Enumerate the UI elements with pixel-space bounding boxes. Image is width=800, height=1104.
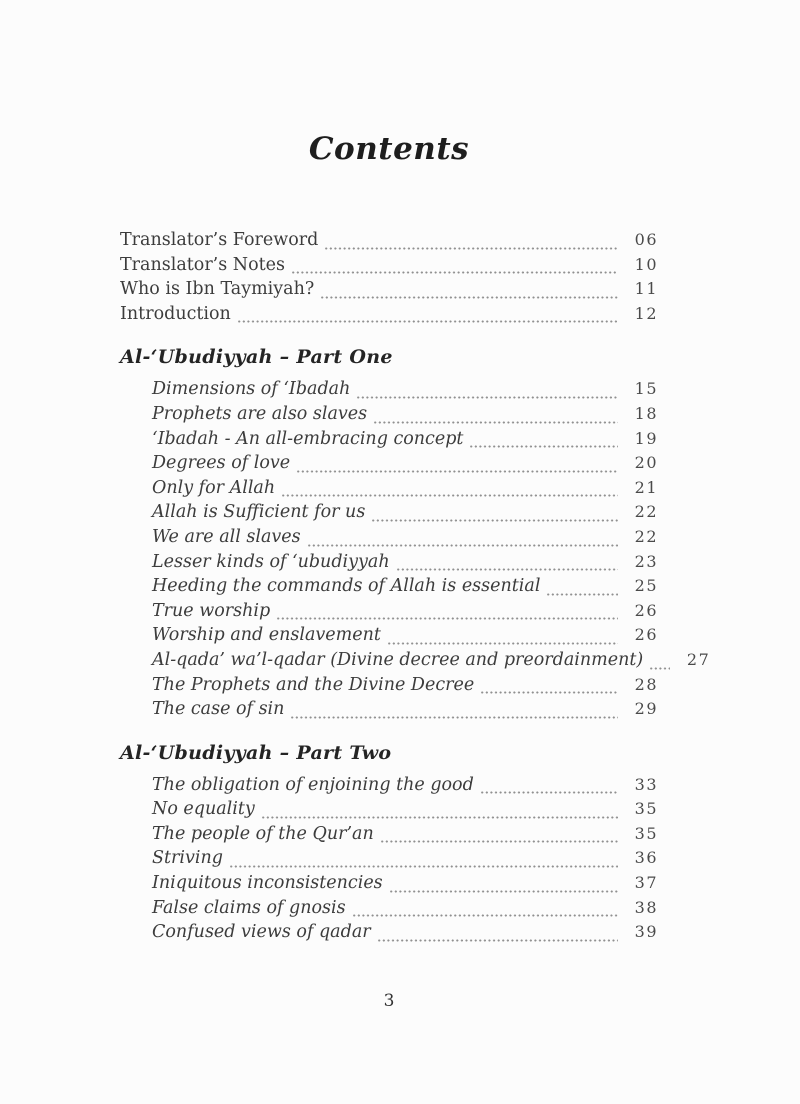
toc-entry-page: 26: [634, 625, 658, 645]
toc-entry-label: Heeding the commands of Allah is essential: [152, 576, 541, 597]
toc-entry-page: 15: [634, 379, 658, 399]
dotted-leader: [388, 642, 618, 645]
toc-entry-label: Confused views of qadar: [152, 922, 371, 943]
toc-entry-label: Dimensions of ‘Ibadah: [152, 379, 351, 400]
dotted-leader: [308, 544, 618, 547]
toc-entry: [120, 552, 658, 577]
toc-entry-label: True worship: [152, 600, 271, 621]
toc-entry-page: 22: [634, 526, 658, 546]
section-heading-part-one: Al-‘Ubudiyyah – Part One: [120, 346, 393, 369]
toc-entry-page: 38: [634, 897, 658, 917]
toc-entry-label: The people of the Qur’an: [152, 823, 374, 844]
toc-entry: [120, 379, 658, 404]
dotted-leader: [374, 421, 618, 424]
dotted-leader: [292, 271, 618, 274]
dotted-leader: [262, 816, 618, 819]
toc-entry: [120, 502, 658, 527]
toc-list: [120, 230, 711, 947]
toc-entry: [120, 675, 658, 700]
dotted-leader: [282, 494, 618, 497]
toc-entry: [120, 304, 658, 329]
toc-entry: [120, 699, 658, 724]
toc-entry-page: 35: [634, 799, 658, 819]
toc-entry-page: 12: [634, 303, 658, 323]
toc-entry-page: 18: [634, 403, 658, 423]
toc-entry-label: Degrees of love: [152, 453, 291, 474]
toc-entry-label: The Prophets and the Divine Decree: [152, 674, 475, 695]
dotted-leader: [547, 593, 618, 596]
dotted-leader: [353, 914, 618, 917]
toc-entry: [120, 576, 658, 601]
toc-entry-page: 33: [634, 774, 658, 794]
toc-entry: [120, 279, 658, 304]
toc-entry-page: 20: [634, 453, 658, 473]
toc-entry-page: 11: [634, 279, 658, 299]
toc-entry-label: False claims of gnosis: [152, 897, 346, 918]
dotted-leader: [372, 519, 618, 522]
toc-entry-page: 21: [634, 477, 658, 497]
dotted-leader: [230, 865, 618, 868]
toc-entry-page: 22: [634, 502, 658, 522]
toc-entry-label: Prophets are also slaves: [152, 403, 368, 424]
page-title: Contents: [308, 131, 470, 167]
toc-entry: [120, 649, 711, 675]
toc-entry-label: Lesser kinds of ‘ubudiyyah: [152, 551, 390, 572]
toc-entry: [120, 230, 658, 255]
toc-entry: [120, 527, 658, 552]
toc-entry-page: 19: [634, 428, 658, 448]
toc-entry-page: 06: [634, 230, 658, 249]
toc-entry-label: Translator’s Foreword: [120, 230, 319, 250]
toc-entry-page: 10: [634, 254, 658, 274]
dotted-leader: [650, 667, 670, 670]
toc-entry-label: Introduction: [120, 303, 231, 324]
toc-entry-label: The obligation of enjoining the good: [152, 774, 474, 795]
dotted-leader: [291, 716, 618, 719]
content-column: [120, 0, 711, 1011]
toc-entry-page: 23: [634, 551, 658, 571]
toc-entry-page: 37: [634, 873, 658, 893]
toc-entry-page: 36: [634, 848, 658, 868]
toc-entry-label: Only for Allah: [152, 477, 276, 498]
toc-entry: [120, 404, 658, 429]
toc-entry-label: Iniquitous inconsistencies: [152, 873, 383, 894]
toc-entry-page: 29: [634, 699, 658, 719]
dotted-leader: [277, 617, 618, 620]
dotted-leader: [470, 445, 618, 448]
toc-entry: [120, 255, 658, 280]
toc-entry-page: 25: [634, 576, 658, 596]
toc-entry-label: Striving: [152, 848, 223, 869]
toc-entry: [120, 429, 658, 454]
toc-entry-page: 28: [634, 674, 658, 694]
toc-entry: [120, 898, 658, 923]
toc-entry-label: Al-qada’ wa’l-qadar (Divine decree and preordainment): [152, 649, 644, 670]
dotted-leader: [357, 396, 618, 399]
toc-entry-label: We are all slaves: [152, 526, 301, 547]
dotted-leader: [321, 296, 618, 299]
dotted-leader: [390, 890, 618, 893]
dotted-leader: [481, 791, 618, 794]
dotted-leader: [297, 470, 618, 473]
toc-entry-label: The case of sin: [152, 699, 285, 720]
toc-entry-page: 26: [634, 600, 658, 620]
dotted-leader: [378, 939, 618, 942]
toc-entry-label: Worship and enslavement: [152, 625, 381, 646]
dotted-leader: [238, 320, 618, 323]
toc-entry: [120, 775, 658, 800]
toc-entry-label: ‘Ibadah - An all-embracing concept: [152, 428, 464, 449]
toc-entry: [120, 625, 658, 650]
dotted-leader: [481, 691, 618, 694]
toc-entry-page: 35: [634, 823, 658, 843]
toc-entry-label: Who is Ibn Taymiyah?: [120, 279, 315, 300]
toc-entry: [120, 799, 658, 824]
section-heading-part-two: Al-‘Ubudiyyah – Part Two: [120, 741, 392, 764]
page-number: 3: [383, 990, 395, 1011]
toc-entry: [120, 478, 658, 503]
toc-entry-label: Allah is Sufficient for us: [152, 502, 366, 523]
toc-entry: [120, 848, 658, 873]
dotted-leader: [381, 840, 618, 843]
toc-entry-label: No equality: [152, 799, 255, 820]
toc-entry: [120, 873, 658, 898]
dotted-leader: [325, 247, 618, 250]
toc-entry-page: 27: [686, 649, 711, 669]
toc-entry: [120, 922, 658, 947]
toc-entry-label: Translator’s Notes: [120, 254, 286, 275]
dotted-leader: [397, 568, 618, 571]
toc-entry: [120, 453, 658, 478]
toc-entry: [120, 601, 658, 626]
toc-entry: [120, 824, 658, 849]
toc-entry-page: 39: [634, 922, 658, 942]
